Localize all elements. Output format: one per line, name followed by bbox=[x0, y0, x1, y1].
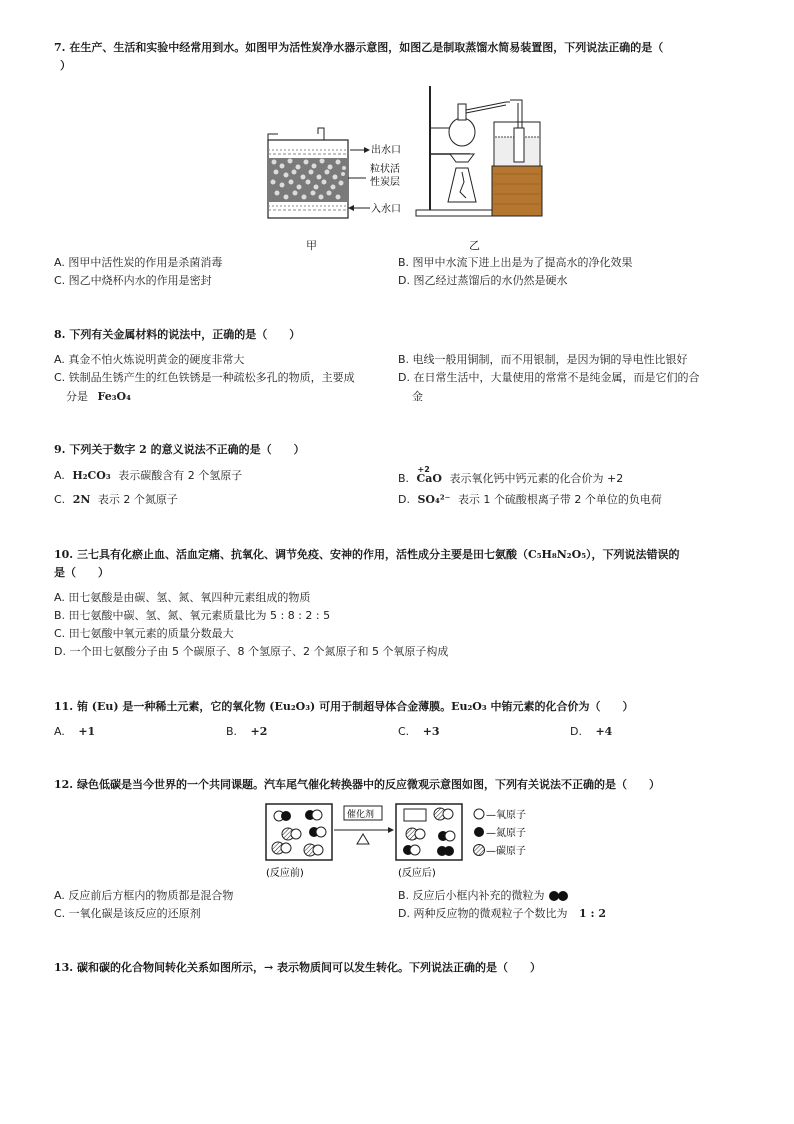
arrow-out-icon bbox=[350, 147, 370, 153]
q9-option-c[interactable] bbox=[54, 491, 178, 509]
q11-option-a[interactable] bbox=[54, 723, 95, 741]
q11-a-letter: A. bbox=[54, 725, 65, 738]
q12-d-text: D. 两种反应物的微观粒子个数比为 bbox=[398, 907, 568, 920]
q12-option-c[interactable]: C. 一氧化碳是该反应的还原剂 bbox=[54, 907, 201, 920]
q9-a-text: 表示碳酸含有 2 个氢原子 bbox=[118, 469, 243, 482]
q7-option-d[interactable]: D. 图乙经过蒸馏后的水仍然是硬水 bbox=[398, 274, 568, 287]
q10-option-b[interactable]: B. 田七氨酸中碳、氢、氮、氧元素质量比为 5 : 8 : 2 : 5 bbox=[54, 609, 331, 622]
q8-fe3o4-formula: Fe₃O₄ bbox=[97, 390, 131, 403]
legend-oxygen: —氧原子 bbox=[486, 810, 526, 821]
q9-a-formula: H₂CO₃ bbox=[72, 469, 111, 482]
nitrogen-molecule-icon bbox=[548, 890, 570, 902]
q9-b-letter: B. bbox=[398, 472, 410, 485]
q9-d-text: 表示 1 个硫酸根离子带 2 个单位的负电荷 bbox=[457, 493, 662, 506]
q8-option-d-line1[interactable]: D. 在日常生活中，大量使用的常常不是纯金属，而是它们的合 bbox=[398, 371, 700, 384]
q12-option-a[interactable]: A. 反应前后方框内的物质都是混合物 bbox=[54, 889, 234, 902]
q8-option-c-prefix: 分是 bbox=[66, 390, 88, 403]
legend-oxygen-icon bbox=[474, 809, 484, 819]
q12-stem: 12. 绿色低碳是当今世界的一个共同课题。汽车尾气催化转换器中的反应微观示意图如图，下列有关说法不正确的是（ ） bbox=[54, 778, 660, 791]
q11-c-letter: C. bbox=[398, 725, 410, 738]
label-in: 入水口 bbox=[371, 204, 401, 215]
q10-stem-line2: 是（ ） bbox=[54, 566, 109, 579]
fig-yi-caption: 乙 bbox=[469, 239, 480, 252]
legend-carbon-icon bbox=[474, 845, 485, 856]
before-box bbox=[266, 804, 332, 860]
q11-b-letter: B. bbox=[226, 725, 238, 738]
q9-d-letter: D. bbox=[398, 493, 410, 506]
q9-b-text: 表示氧化钙中钙元素的化合价为 +2 bbox=[449, 472, 624, 485]
q9-c-formula: 2N bbox=[72, 493, 91, 506]
q11-option-d[interactable] bbox=[570, 723, 612, 741]
q11-c-value: +3 bbox=[422, 725, 440, 738]
q11-d-value: +4 bbox=[595, 725, 613, 738]
q10-option-a[interactable]: A. 田七氨酸是由碳、氢、氮、氧四种元素组成的物质 bbox=[54, 591, 311, 604]
q8-option-c-line2[interactable] bbox=[66, 388, 131, 406]
q12-b-text: B. 反应后小框内补充的微粒为 bbox=[398, 889, 545, 902]
q10-stem-line1: 10. 三七具有化瘀止血、活血定痛、抗氧化、调节免疫、安神的作用，活性成分主要是田七氨酸（C₅H₈N₂O₅），下列说法错误的 bbox=[54, 548, 680, 561]
q8-option-d-line2[interactable]: 金 bbox=[412, 390, 423, 403]
q13-stem: 13. 碳和碳的化合物间转化关系如图所示，→ 表示物质间可以发生转化。下列说法正确的是（ ） bbox=[54, 961, 542, 974]
q7-stem-line1: 7. 在生产、生活和实验中经常用到水。如图甲为活性炭净水器示意图，如图乙是制取蒸馏水简易装置图，下列说法正确的是（ bbox=[54, 41, 664, 54]
q8-stem: 8. 下列有关金属材料的说法中，正确的是（ ） bbox=[54, 328, 301, 341]
q11-d-letter: D. bbox=[570, 725, 582, 738]
distillation-figure bbox=[410, 82, 550, 224]
q12-d-ratio: 1 : 2 bbox=[578, 907, 606, 920]
q7-stem-line2: ） bbox=[60, 59, 71, 72]
q11-a-value: +1 bbox=[78, 725, 96, 738]
label-out: 出水口 bbox=[371, 145, 401, 156]
legend-nitrogen-icon bbox=[474, 827, 484, 837]
q11-b-value: +2 bbox=[250, 725, 268, 738]
q9-b-formula: CaO bbox=[416, 472, 443, 485]
fig-jia-caption: 甲 bbox=[306, 239, 317, 252]
q7-option-b[interactable]: B. 图甲中水流下进上出是为了提高水的净化效果 bbox=[398, 256, 633, 269]
carbon-layer bbox=[269, 158, 347, 202]
q7-option-a[interactable]: A. 图甲中活性炭的作用是杀菌消毒 bbox=[54, 256, 223, 269]
legend-nitrogen: —氮原子 bbox=[486, 828, 526, 839]
q9-option-a[interactable] bbox=[54, 467, 242, 485]
legend-carbon: —碳原子 bbox=[486, 846, 526, 857]
q9-stem: 9. 下列关于数字 2 的意义说法不正确的是（ ） bbox=[54, 443, 305, 456]
label-layer-1: 粒状活 bbox=[370, 164, 400, 175]
q7-option-c[interactable]: C. 图乙中烧杯内水的作用是密封 bbox=[54, 274, 212, 287]
reaction-figure bbox=[262, 800, 562, 882]
q9-a-letter: A. bbox=[54, 469, 65, 482]
q12-option-b[interactable] bbox=[398, 887, 570, 905]
q11-option-c[interactable] bbox=[398, 723, 440, 741]
q9-c-text: 表示 2 个氮原子 bbox=[97, 493, 178, 506]
arrow-in-icon bbox=[348, 205, 370, 211]
q8-option-a[interactable]: A. 真金不怕火炼说明黄金的硬度非常大 bbox=[54, 353, 245, 366]
after-box bbox=[396, 804, 462, 860]
q12-option-d[interactable] bbox=[398, 905, 606, 923]
catalyst-label: 催化剂 bbox=[347, 810, 375, 820]
label-layer-2: 性炭层 bbox=[370, 177, 400, 188]
before-label: (反应前) bbox=[266, 868, 304, 879]
water-filter-figure bbox=[258, 122, 418, 222]
q9-c-letter: C. bbox=[54, 493, 66, 506]
q10-option-d[interactable]: D. 一个田七氨酸分子由 5 个碳原子、8 个氢原子、2 个氮原子和 5 个氧原子构成 bbox=[54, 645, 449, 658]
after-label: (反应后) bbox=[398, 868, 436, 879]
q8-option-c-line1[interactable]: C. 铁制品生锈产生的红色铁锈是一种疏松多孔的物质，主要成 bbox=[54, 371, 355, 384]
q9-option-d[interactable] bbox=[398, 491, 662, 509]
q11-option-b[interactable] bbox=[226, 723, 267, 741]
q9-d-formula: SO₄²⁻ bbox=[417, 493, 451, 506]
q10-option-c[interactable]: C. 田七氨酸中氧元素的质量分数最大 bbox=[54, 627, 234, 640]
q9-b-valence: +2 bbox=[417, 465, 430, 474]
q9-option-b[interactable] bbox=[398, 465, 624, 488]
q11-stem: 11. 铕 (Eu) 是一种稀土元素，它的氧化物 (Eu₂O₃) 可用于制超导体合金薄膜。Eu₂O₃ 中铕元素的化合价为（ ） bbox=[54, 700, 634, 713]
q8-option-b[interactable]: B. 电线一般用铜制，而不用银制，是因为铜的导电性比银好 bbox=[398, 353, 688, 366]
